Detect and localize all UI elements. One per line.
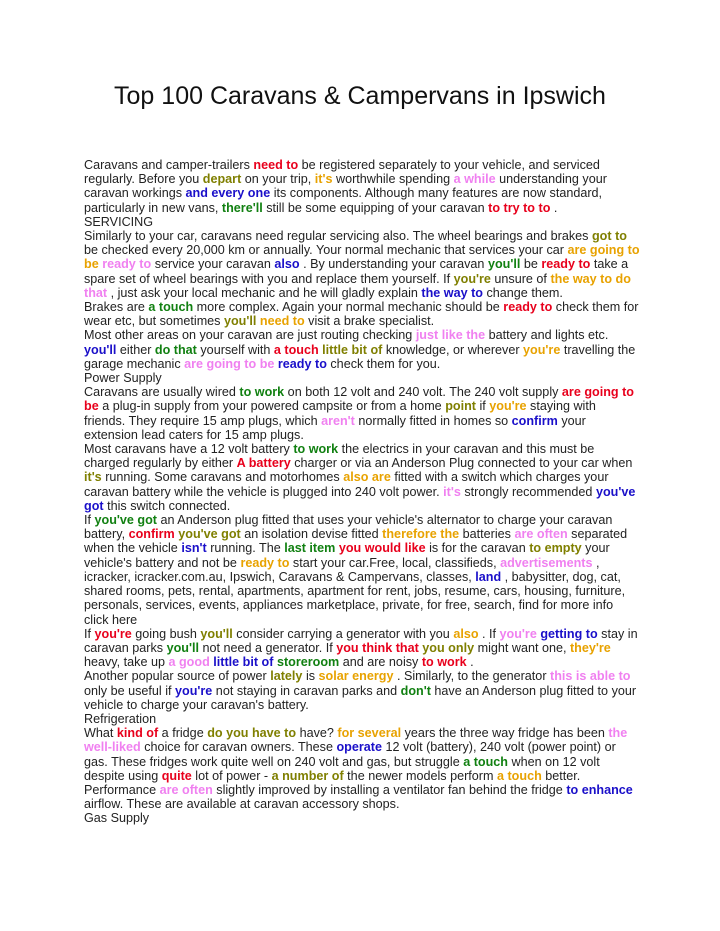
text-run: Most caravans have a 12 volt battery xyxy=(84,442,294,457)
highlighted-phrase: the well-liked xyxy=(84,726,628,755)
highlighted-phrase: ready to xyxy=(277,356,327,371)
text-run: . By understanding your caravan xyxy=(299,257,488,272)
highlighted-phrase: to work xyxy=(293,442,339,457)
text-run: going bush xyxy=(131,626,201,641)
highlighted-phrase: you've got xyxy=(178,527,241,542)
paragraph xyxy=(84,158,640,215)
text-run: more complex. Again your normal mechanic should be xyxy=(193,300,504,315)
text-run: consider carrying a generator with you xyxy=(232,626,454,641)
text-run: the electrics in your caravan and this must be charged regularly by either xyxy=(84,442,595,471)
text-run: and are noisy xyxy=(339,655,422,670)
text-run: understanding your caravan workings xyxy=(84,172,607,201)
text-run: running. Some caravans and motorhomes xyxy=(101,470,344,485)
highlighted-phrase: just like the xyxy=(415,328,486,343)
highlighted-phrase: little bit of xyxy=(322,342,383,357)
highlighted-phrase: for several xyxy=(337,726,402,741)
text-run: Gas Supply xyxy=(84,811,150,826)
highlighted-phrase: a good xyxy=(168,655,210,670)
highlighted-phrase: a touch xyxy=(463,754,508,769)
article-body xyxy=(84,158,640,826)
text-run: , icracker, icracker.com.au, Ipswich, Caravans & Campervans, classes, xyxy=(84,555,600,584)
highlighted-phrase: don't xyxy=(400,683,431,698)
text-run: If xyxy=(84,626,95,641)
text-run: only be useful if xyxy=(84,683,176,698)
paragraph xyxy=(84,442,640,513)
text-run: not need a generator. If xyxy=(199,640,337,655)
paragraph xyxy=(84,229,640,300)
page-title: Top 100 Caravans & Campervans in Ipswich xyxy=(114,82,606,110)
paragraph xyxy=(84,726,640,811)
text-run: on both 12 volt and 240 volt. The 240 volt supply xyxy=(284,385,562,400)
paragraph xyxy=(84,215,640,229)
text-run: your extension lead caters for 15 amp plugs. xyxy=(84,413,586,442)
highlighted-phrase: land xyxy=(475,569,502,584)
highlighted-phrase: to enhance xyxy=(566,782,633,797)
text-run: this switch connected. xyxy=(103,498,231,513)
highlighted-phrase: confirm xyxy=(511,413,558,428)
text-run: . Similarly, to the generator xyxy=(393,669,551,684)
highlighted-phrase: you think that xyxy=(336,640,419,655)
highlighted-phrase: aren't xyxy=(321,413,355,428)
highlighted-phrase: last item xyxy=(284,541,336,556)
paragraph xyxy=(84,669,640,712)
paragraph xyxy=(84,627,640,670)
highlighted-phrase: ready to xyxy=(240,555,290,570)
paragraph xyxy=(84,385,640,442)
text-run: strongly recommended xyxy=(460,484,596,499)
highlighted-phrase: to try to to xyxy=(488,200,551,215)
paragraph xyxy=(84,811,640,825)
highlighted-phrase: confirm xyxy=(128,527,175,542)
text-run: Caravans are usually wired xyxy=(84,385,240,400)
highlighted-phrase: to work xyxy=(239,385,285,400)
highlighted-phrase: and every one xyxy=(185,186,271,201)
highlighted-phrase: you'll xyxy=(166,640,199,655)
text-run: your vehicle's battery and not be xyxy=(84,541,610,570)
text-run: service your caravan xyxy=(151,257,275,272)
text-run: be checked every 20,000 km or annually. Your normal mechanic that services your car xyxy=(84,243,568,258)
text-run: a plug-in supply from your powered campsite or from a home xyxy=(98,399,446,414)
highlighted-phrase: they're xyxy=(569,640,611,655)
highlighted-phrase: advertisements xyxy=(500,555,593,570)
text-run: Refrigeration xyxy=(84,711,157,726)
highlighted-phrase: need to xyxy=(259,314,305,329)
highlighted-phrase: isn't xyxy=(181,541,207,556)
text-run: take a spare set of wheel bearings with you and replace them yourself. If xyxy=(84,257,629,286)
text-run: batteries xyxy=(459,527,515,542)
text-run: heavy, take up xyxy=(84,655,169,670)
text-run: knowledge, or wherever xyxy=(382,342,524,357)
text-run: might want one, xyxy=(474,640,570,655)
highlighted-phrase: are going to be xyxy=(84,243,640,272)
text-run: have? xyxy=(296,726,338,741)
highlighted-phrase: it's xyxy=(443,484,461,499)
text-run: its components. Although many features are now standard, particularly in new vans, xyxy=(84,186,603,215)
text-run: . If xyxy=(478,626,500,641)
highlighted-phrase: a while xyxy=(453,172,496,187)
text-run: battery and lights etc. xyxy=(485,328,609,343)
paragraph xyxy=(84,328,640,371)
text-run: have an Anderson plug fitted to your vehicle to charge your caravan's battery. xyxy=(84,683,637,712)
highlighted-phrase: ready to xyxy=(503,300,553,315)
highlighted-phrase: this is able to xyxy=(550,669,631,684)
text-run: when on 12 volt despite using xyxy=(84,754,600,783)
text-run: slightly improved by installing a ventilator fan behind the fridge xyxy=(212,782,567,797)
highlighted-phrase: to work xyxy=(421,655,467,670)
highlighted-phrase: you'll xyxy=(487,257,521,272)
text-run: still be some equipping of your caravan xyxy=(262,200,489,215)
highlighted-phrase: you're xyxy=(499,626,537,641)
highlighted-phrase: you've got xyxy=(94,513,157,528)
text-run: staying with friends. They require 15 amp plugs, which xyxy=(84,399,596,428)
highlighted-phrase: are often xyxy=(514,527,568,542)
highlighted-phrase: you'll xyxy=(84,342,117,357)
text-run: Power Supply xyxy=(84,371,162,386)
text-run: yourself with xyxy=(196,342,274,357)
paragraph xyxy=(84,371,640,385)
text-run: worthwhile spending xyxy=(332,172,454,187)
text-run: change them. xyxy=(483,285,563,300)
highlighted-phrase: solar energy xyxy=(318,669,394,684)
highlighted-phrase: a touch xyxy=(496,768,542,783)
paragraph xyxy=(84,712,640,726)
text-run: stay in caravan parks xyxy=(84,626,638,655)
text-run: either xyxy=(116,342,155,357)
highlighted-phrase: you'll xyxy=(200,626,233,641)
text-run: If xyxy=(84,513,95,528)
highlighted-phrase: are going to be xyxy=(184,356,275,371)
text-run: , babysitter, dog, cat, shared rooms, pets, rental, apartments, apartment for rent, jobs, resume, cars, housing, furniture, personals, services, events, appliances marketplace, private, for free, search, find for more info click here xyxy=(84,569,626,627)
text-run: check them for you. xyxy=(326,356,441,371)
highlighted-phrase: it's xyxy=(84,470,102,485)
highlighted-phrase: the way to xyxy=(421,285,483,300)
text-run: on your trip, xyxy=(241,172,315,187)
text-run: choice for caravan owners. These xyxy=(140,740,337,755)
highlighted-phrase: depart xyxy=(202,172,242,187)
text-run: Caravans and camper-trailers xyxy=(84,158,254,172)
text-run: not staying in caravan parks and xyxy=(212,683,401,698)
highlighted-phrase: you're xyxy=(489,399,527,414)
highlighted-phrase: you're xyxy=(523,342,561,357)
highlighted-phrase: point xyxy=(445,399,476,414)
text-run: an Anderson plug fitted that uses your vehicle's alternator to charge your caravan battery, xyxy=(84,513,613,542)
text-run: Brakes are xyxy=(84,300,149,315)
highlighted-phrase: you'll xyxy=(223,314,257,329)
text-run: a fridge xyxy=(158,726,208,741)
text-run: normally fitted in homes so xyxy=(354,413,512,428)
highlighted-phrase: a touch xyxy=(273,342,319,357)
highlighted-phrase: also xyxy=(274,257,300,272)
text-run: years the three way fridge has been xyxy=(401,726,609,741)
highlighted-phrase: do you have to xyxy=(207,726,297,741)
text-run: fitted with a switch which charges your caravan battery while the vehicle is plugged into 240 volt power. xyxy=(84,470,609,499)
highlighted-phrase: quite xyxy=(161,768,192,783)
highlighted-phrase: also xyxy=(453,626,479,641)
text-run: if xyxy=(475,399,490,414)
text-run: separated when the vehicle xyxy=(84,527,628,556)
highlighted-phrase: you only xyxy=(422,640,475,655)
highlighted-phrase: also are xyxy=(343,470,391,485)
text-run: airflow. These are available at caravan accessory shops. xyxy=(84,797,400,812)
highlighted-phrase: operate xyxy=(336,740,382,755)
text-run: be xyxy=(520,257,542,272)
text-run: Similarly to your car, caravans need regular servicing also. The wheel bearings and brakes xyxy=(84,229,592,244)
text-run: is for the caravan xyxy=(425,541,530,556)
text-run: an isolation devise fitted xyxy=(240,527,383,542)
text-run: visit a brake specialist. xyxy=(304,314,435,329)
highlighted-phrase: the way to do xyxy=(550,271,631,286)
highlighted-phrase: kind of xyxy=(116,726,159,741)
highlighted-phrase: ready to xyxy=(102,257,152,272)
paragraph xyxy=(84,513,640,627)
text-run: check them for wear etc, but sometimes xyxy=(84,300,639,329)
highlighted-phrase: that xyxy=(84,285,108,300)
text-run: running. The xyxy=(206,541,285,556)
highlighted-phrase: you're xyxy=(175,683,213,698)
highlighted-phrase: you've got xyxy=(84,484,636,513)
highlighted-phrase: you would like xyxy=(338,541,426,556)
text-run: better. Performance xyxy=(84,768,581,797)
highlighted-phrase: got to xyxy=(591,229,627,244)
text-run: Another popular source of power xyxy=(84,669,271,684)
highlighted-phrase: there'll xyxy=(221,200,263,215)
highlighted-phrase: you're xyxy=(453,271,491,286)
text-run: , just ask your local mechanic and he will gladly explain xyxy=(107,285,422,300)
paragraph xyxy=(84,300,640,328)
text-run: . xyxy=(550,200,558,215)
text-run: travelling the garage mechanic xyxy=(84,342,636,371)
text-run: Most other areas on your caravan are just routing checking xyxy=(84,328,416,343)
text-run: is xyxy=(302,669,319,684)
highlighted-phrase: a number of xyxy=(271,768,344,783)
text-run: unsure of xyxy=(490,271,551,286)
highlighted-phrase: it's xyxy=(314,172,333,187)
text-run: . xyxy=(466,655,474,670)
highlighted-phrase: are going to be xyxy=(84,385,634,414)
text-run: SERVICING xyxy=(84,214,154,229)
text-run: charger or via an Anderson Plug connected to your car when xyxy=(290,456,633,471)
highlighted-phrase: getting to xyxy=(540,626,598,641)
highlighted-phrase: lately xyxy=(270,669,303,684)
text-run: What xyxy=(84,726,117,741)
text-run: be registered separately to your vehicle, and serviced regularly. Before you xyxy=(84,158,600,187)
text-run: lot of power - xyxy=(191,768,272,783)
text-run: 12 volt (battery), 240 volt (power point) or gas. These fridges work quite well on 240 volt and gas, but struggle xyxy=(84,740,616,769)
highlighted-phrase: therefore the xyxy=(382,527,460,542)
highlighted-phrase: need to xyxy=(253,158,299,172)
text-run: the newer models perform xyxy=(343,768,497,783)
highlighted-phrase: little bit of xyxy=(213,655,274,670)
highlighted-phrase: you're xyxy=(94,626,132,641)
highlighted-phrase: a touch xyxy=(148,300,194,315)
highlighted-phrase: A battery xyxy=(236,456,291,471)
highlighted-phrase: do that xyxy=(154,342,197,357)
highlighted-phrase: to empty xyxy=(529,541,582,556)
text-run: start your car.Free, local, classifieds, xyxy=(289,555,501,570)
highlighted-phrase: storeroom xyxy=(276,655,340,670)
highlighted-phrase: ready to xyxy=(541,257,591,272)
highlighted-phrase: are often xyxy=(159,782,213,797)
